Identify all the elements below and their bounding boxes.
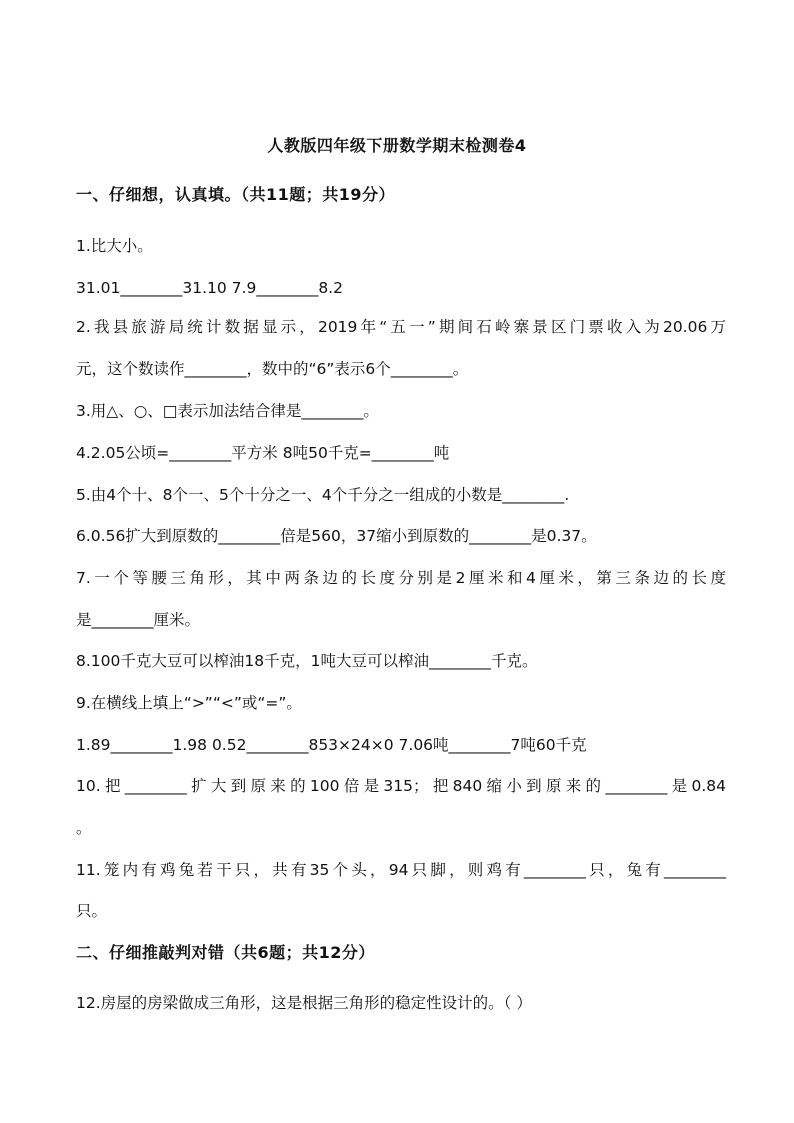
question-6: 6.0.56扩大到原数的________倍是560，37缩小到原数的________是0.37。 [76,527,597,545]
question-11-line-2: 只。 [76,902,108,920]
section-heading-1: 一、仔细想，认真填。（共11题；共19分） [76,185,396,204]
question-1-content: 31.01________31.10 7.9________8.2 [76,279,343,297]
section-heading-2: 二、仔细推敲判对错（共6题；共12分） [76,943,375,962]
question-12: 12.房屋的房梁做成三角形，这是根据三角形的稳定性设计的。（ ） [76,994,532,1012]
question-2-line-1: 2.我县旅游局统计数据显示，2019年“五一”期间石岭寨景区门票收入为20.06万 [76,318,726,336]
question-9-content: 1.89________1.98 0.52________853×24×0 7.06吨________7吨60千克 [76,736,587,754]
question-8: 8.100千克大豆可以榨油18千克，1吨大豆可以榨油________千克。 [76,652,538,670]
question-2-line-2: 元，这个数读作________，数中的“6”表示6个________。 [76,360,469,378]
question-4: 4.2.05公顷=________平方米 8吨50千克=________吨 [76,444,450,462]
question-7-line-1: 7.一个等腰三角形，其中两条边的长度分别是2厘米和4厘米，第三条边的长度 [76,569,726,587]
question-3: 3.用△、○、□表示加法结合律是________。 [76,402,379,420]
question-11-line-1: 11.笼内有鸡兔若干只，共有35个头，94只脚，则鸡有________只，兔有________ [76,861,726,879]
page-title: 人教版四年级下册数学期末检测卷4 [267,136,527,155]
question-5: 5.由4个十、8个一、5个十分之一、4个千分之一组成的小数是________. [76,486,570,504]
question-7-line-2: 是________厘米。 [76,611,201,629]
question-9-stem: 9.在横线上填上“>”“<”或“=”。 [76,694,302,712]
question-1-stem: 1.比大小。 [76,237,153,255]
question-10-line-2: 。 [76,819,92,837]
question-10-line-1: 10.把________扩大到原来的100倍是315；把840缩小到原来的________是0.84 [76,777,726,795]
